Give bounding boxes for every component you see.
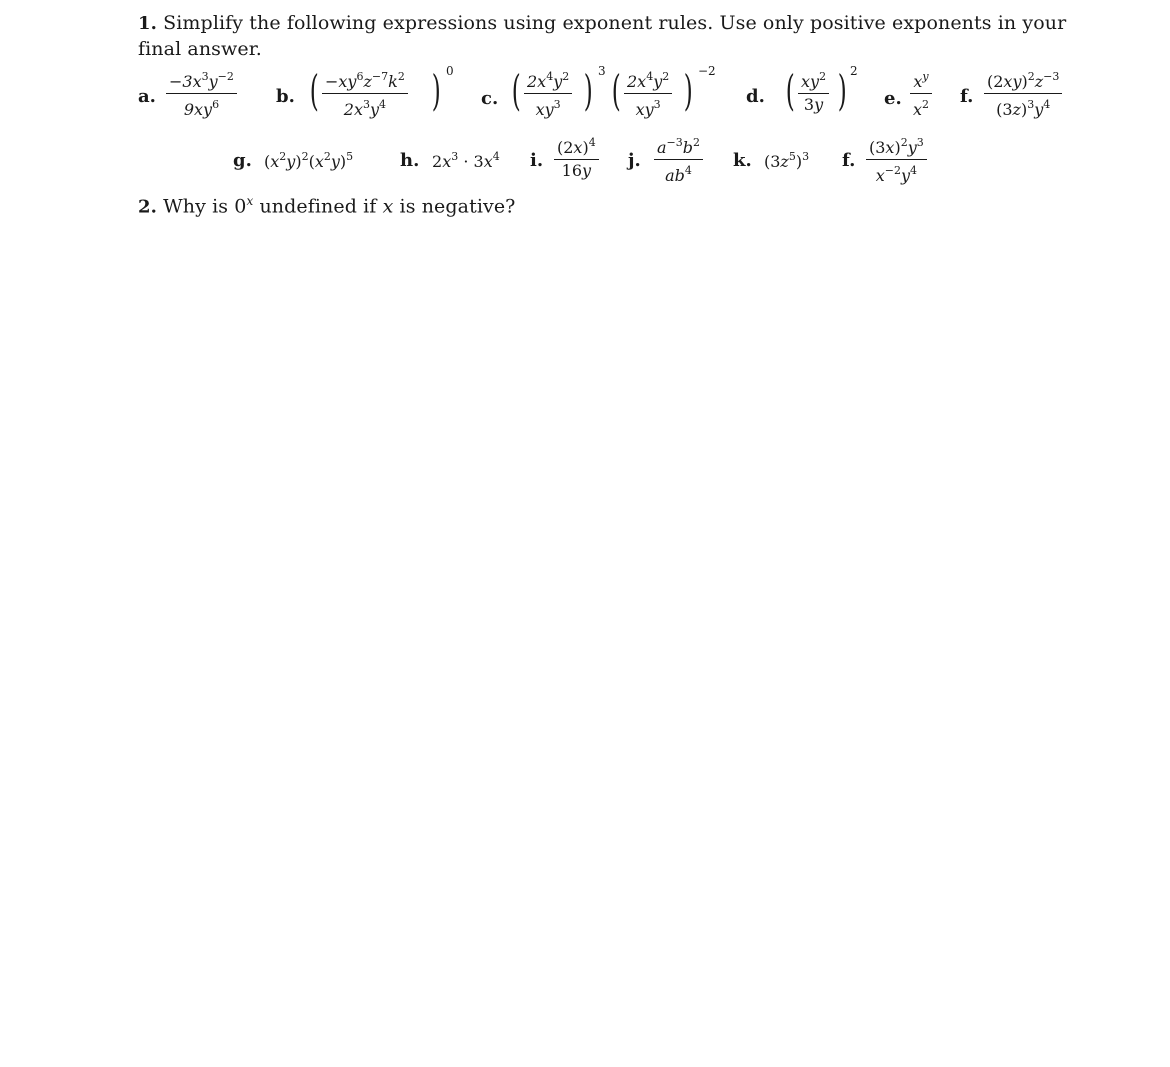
item-h-expression: $2x^3 \cdot 3x^4$ — [432, 150, 500, 171]
item-k-expression: $(3z^5)^3$ — [764, 150, 810, 171]
item-c-left-paren-2: ( — [611, 66, 621, 115]
item-b-outer-exponent: 0 — [446, 64, 454, 78]
item-g-label: g. — [233, 150, 252, 171]
item-g-expression: $(x^2y)^2(x^2y)^5$ — [264, 150, 354, 171]
item-d-left-paren: ( — [785, 66, 795, 115]
question-2-number: 2. — [138, 196, 157, 218]
item-f2-expression: $(3x)^2y^3$ $x^{-2}y^4$ — [866, 134, 927, 185]
question-1-number: 1. — [138, 13, 157, 34]
item-b-left-paren: ( — [309, 66, 319, 115]
item-d-expression: $xy^2$ 3y — [798, 68, 829, 114]
item-b-label: b. — [276, 86, 295, 107]
question-2-text-before: Why is 0 — [163, 195, 247, 218]
question-2 — [138, 194, 515, 217]
item-b-right-paren: ) — [431, 66, 441, 115]
item-c-label: c. — [481, 88, 499, 109]
question-1-line-1 — [138, 12, 1066, 34]
item-k-label: k. — [733, 150, 752, 171]
item-c-exponent-1: 3 — [598, 64, 606, 78]
item-e-label: e. — [884, 88, 902, 109]
item-c-factor-2: $2x^4y^2$ $xy^3$ — [624, 68, 672, 119]
item-c-factor-1: $2x^4y^2$ $xy^3$ — [524, 68, 572, 119]
item-c-exponent-2: −2 — [698, 64, 716, 78]
item-i-expression: $(2x)^4$ 16y — [554, 134, 599, 180]
item-f-expression: $(2xy)^2z^{-3}$ $(3z)^3y^4$ — [984, 68, 1062, 119]
item-c-right-paren-1: ) — [583, 66, 593, 115]
question-2-text-after: is negative? — [393, 195, 516, 218]
item-j-label: j. — [628, 150, 641, 171]
item-i-label: i. — [530, 150, 544, 171]
item-a-label: a. — [138, 86, 156, 107]
item-a-expression: $-3x^3y^{-2}$ $9xy^6$ — [166, 68, 237, 119]
item-j-expression: $a^{-3}b^2$ $ab^4$ — [654, 134, 703, 185]
item-f2-label: f. — [842, 150, 856, 171]
item-e-expression: $x^y$ $x^2$ — [910, 68, 932, 119]
item-b-expression: $-xy^6z^{-7}k^2$ $2x^3y^4$ — [322, 68, 408, 119]
question-1-line-2: final answer. — [138, 38, 262, 60]
item-c-right-paren-2: ) — [683, 66, 693, 115]
item-d-outer-exponent: 2 — [850, 64, 858, 78]
item-d-right-paren: ) — [837, 66, 847, 115]
item-d-label: d. — [746, 86, 765, 107]
item-h-label: h. — [400, 150, 420, 171]
question-2-variable: x — [382, 195, 394, 218]
question-1-prompt: Simplify the following expressions using exponent rules. Use only positive exponents in your — [163, 12, 1067, 34]
item-c-left-paren-1: ( — [511, 66, 521, 115]
item-f-label: f. — [960, 86, 974, 107]
question-2-text-mid: undefined if — [253, 195, 383, 218]
question-2-exponent: x — [246, 194, 254, 208]
